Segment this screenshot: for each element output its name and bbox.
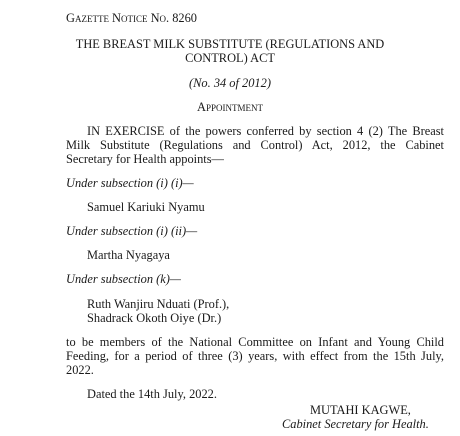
intro-line-1: IN EXERCISE of the powers conferred by section 4 (2) The Breast bbox=[87, 124, 444, 138]
purpose-line-2: Feeding, for a period of three (3) years, with effect from the 15th July, bbox=[66, 349, 444, 363]
intro-line-3: Secretary for Health appoints— bbox=[66, 152, 224, 166]
act-number-text: (No. 34 of 2012) bbox=[189, 76, 271, 90]
purpose-line-3: 2022. bbox=[66, 363, 94, 377]
act-number bbox=[0, 76, 460, 90]
act-title-line-1: THE BREAST MILK SUBSTITUTE (REGULATIONS AND bbox=[75, 37, 385, 51]
signatory-title: Cabinet Secretary for Health. bbox=[282, 417, 429, 431]
subsection-label: Under subsection (i) (ii)— bbox=[66, 224, 198, 238]
subsection-label: Under subsection (i) (i)— bbox=[66, 176, 194, 190]
appointee-name: Samuel Kariuki Nyamu bbox=[87, 200, 205, 214]
notice-number: Gazette Notice No. 8260 bbox=[66, 11, 197, 25]
appointee-name: Martha Nyagaya bbox=[87, 248, 170, 262]
subsection-label: Under subsection (k)— bbox=[66, 272, 181, 286]
appointee-name: Shadrack Okoth Oiye (Dr.) bbox=[87, 311, 222, 325]
purpose-line-1: to be members of the National Committee on Infant and Young Child bbox=[66, 335, 444, 349]
signatory-name: MUTAHI KAGWE, bbox=[310, 403, 411, 417]
section-heading: Appointment bbox=[197, 100, 263, 114]
act-title-line-2: CONTROL) ACT bbox=[185, 51, 275, 65]
intro-line-2: Milk Substitute (Regulations and Control) Act, 2012, the Cabinet bbox=[66, 138, 444, 152]
dated-line: Dated the 14th July, 2022. bbox=[87, 387, 217, 401]
appointee-name: Ruth Wanjiru Nduati (Prof.), bbox=[87, 297, 230, 311]
